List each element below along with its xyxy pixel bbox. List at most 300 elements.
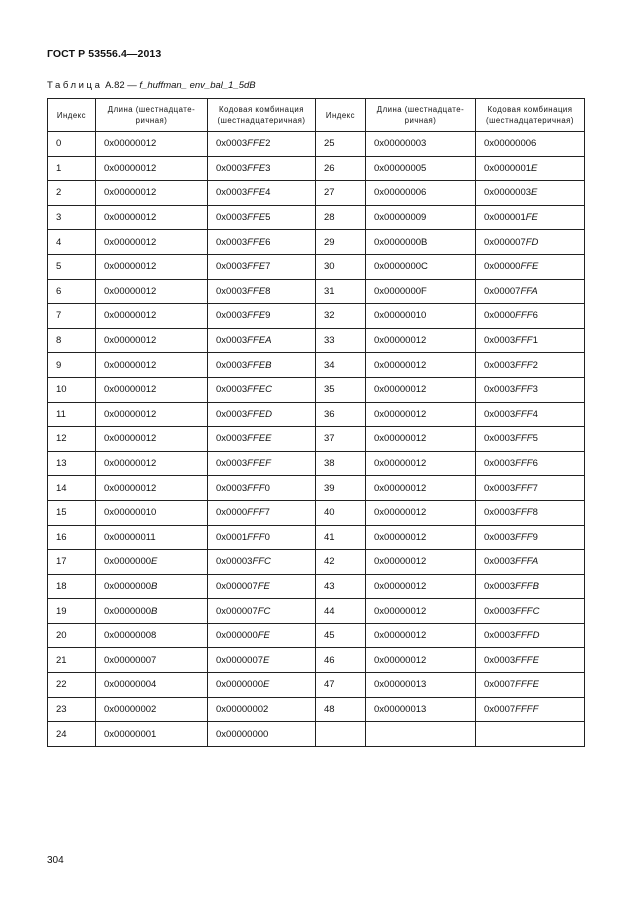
code-cell <box>208 722 316 747</box>
index-cell <box>48 279 96 304</box>
hex-part: 0x0003 <box>216 261 248 273</box>
header-code-left: Кодовая комбинация (шестнадцатеричная) <box>208 99 316 132</box>
code-cell <box>476 550 585 575</box>
code-cell <box>208 156 316 181</box>
hex-part: 0x00000012 <box>104 212 157 224</box>
code-cell <box>208 623 316 648</box>
index-cell <box>48 254 96 279</box>
hex-part: 2 <box>56 187 62 199</box>
code-cell <box>208 673 316 698</box>
hex-part: 0x00000012 <box>104 335 157 347</box>
hex-part: 3 <box>56 212 62 224</box>
hex-italic-part: FFC <box>252 556 271 568</box>
index-cell <box>48 377 96 402</box>
hex-italic-part: FFE <box>247 138 266 150</box>
index-cell <box>316 500 366 525</box>
hex-part: 0x0007 <box>484 703 516 715</box>
header-length-right: Длина (шестнадцате-ричная) <box>366 99 476 132</box>
hex-part: 16 <box>56 531 67 543</box>
hex-part: 43 <box>324 580 335 592</box>
hex-part: 0x00000012 <box>374 359 427 371</box>
header-index-left: Индекс <box>48 99 96 132</box>
hex-part: 0x00000002 <box>104 703 157 715</box>
index-cell <box>48 451 96 476</box>
hex-part: 0x00000012 <box>104 162 157 174</box>
length-cell <box>96 525 208 550</box>
header-index-right: Индекс <box>316 99 366 132</box>
hex-part: 0x0003 <box>216 433 248 445</box>
hex-italic-part: FFE <box>247 212 266 224</box>
table-row <box>48 451 585 476</box>
hex-part: 0x000007 <box>216 580 258 592</box>
hex-part: 0x00000012 <box>374 654 427 666</box>
table-row <box>48 156 585 181</box>
hex-part: 0x0003 <box>484 531 516 543</box>
document-header: ГОСТ Р 53556.4—2013 <box>47 48 162 60</box>
code-cell <box>208 697 316 722</box>
hex-italic-part: FFE <box>247 187 266 199</box>
length-cell <box>96 328 208 353</box>
hex-part: 0x00000003 <box>374 138 427 150</box>
code-cell <box>208 500 316 525</box>
hex-part: 44 <box>324 605 335 617</box>
hex-part: 21 <box>56 654 67 666</box>
index-cell <box>48 304 96 329</box>
hex-part: 0x00000005 <box>374 162 427 174</box>
hex-part: 38 <box>324 458 335 470</box>
index-cell <box>316 181 366 206</box>
hex-part: 0x0003 <box>484 335 516 347</box>
hex-part: 2 <box>265 138 271 150</box>
hex-part: 0x0000 <box>484 310 516 322</box>
hex-part: 0x000000 <box>216 630 258 642</box>
hex-part: 12 <box>56 433 67 445</box>
index-cell <box>48 648 96 673</box>
index-cell <box>316 550 366 575</box>
length-cell <box>96 623 208 648</box>
hex-part: 20 <box>56 630 67 642</box>
length-cell <box>96 132 208 157</box>
hex-part: 0x0003 <box>484 433 516 445</box>
length-cell <box>96 451 208 476</box>
table-row <box>48 377 585 402</box>
code-cell <box>476 574 585 599</box>
page-number: 304 <box>47 855 64 866</box>
length-cell <box>366 722 476 747</box>
hex-part: 11 <box>56 408 66 420</box>
table-row <box>48 254 585 279</box>
hex-part: 0x0003 <box>216 236 248 248</box>
hex-part: 4 <box>265 187 271 199</box>
length-cell <box>366 279 476 304</box>
hex-part: 0x0003 <box>216 162 248 174</box>
index-cell <box>316 304 366 329</box>
hex-part: 0x0003 <box>216 310 248 322</box>
hex-italic-part: FFEA <box>247 335 272 347</box>
hex-italic-part: FFE <box>247 285 266 297</box>
table-row <box>48 402 585 427</box>
length-cell <box>366 377 476 402</box>
length-cell <box>366 156 476 181</box>
hex-italic-part: FFE <box>247 162 266 174</box>
hex-italic-part: FE <box>257 630 270 642</box>
code-cell <box>476 451 585 476</box>
hex-italic-part: FFFF <box>515 703 539 715</box>
hex-part: 40 <box>324 507 335 519</box>
hex-italic-part: FFFA <box>515 556 539 568</box>
hex-part: 0x00000002 <box>216 703 269 715</box>
index-cell <box>316 156 366 181</box>
hex-part: 5 <box>532 433 538 445</box>
hex-part: 0x00000012 <box>374 507 427 519</box>
length-cell <box>366 476 476 501</box>
length-cell <box>96 181 208 206</box>
hex-part: 15 <box>56 507 67 519</box>
hex-italic-part: FFE <box>247 310 266 322</box>
hex-part: 0x0003 <box>484 507 516 519</box>
code-cell <box>208 230 316 255</box>
index-cell <box>48 500 96 525</box>
hex-part: 7 <box>265 261 271 273</box>
hex-italic-part: FFF <box>247 507 265 519</box>
index-cell <box>316 525 366 550</box>
length-cell <box>96 722 208 747</box>
hex-part: 0x00000007 <box>104 654 157 666</box>
hex-part: 0x00000012 <box>374 482 427 494</box>
index-cell <box>48 427 96 452</box>
index-cell <box>316 648 366 673</box>
table-row <box>48 574 585 599</box>
hex-part: 0x0001 <box>216 531 248 543</box>
hex-part: 8 <box>265 285 271 297</box>
hex-part: 7 <box>56 310 62 322</box>
hex-part: 7 <box>532 482 538 494</box>
hex-part: 0x00000004 <box>104 679 157 691</box>
header-code-right: Кодовая комбинация (шестнадцатеричная) <box>476 99 585 132</box>
hex-part: 0x0003 <box>216 138 248 150</box>
hex-part: 4 <box>56 236 62 248</box>
hex-part: 0x0000 <box>216 507 248 519</box>
length-cell <box>366 574 476 599</box>
hex-part: 0x0000000F <box>374 285 427 297</box>
hex-part: 0x00000010 <box>104 507 157 519</box>
index-cell <box>48 697 96 722</box>
hex-italic-part: FE <box>257 580 270 592</box>
code-cell <box>476 328 585 353</box>
hex-italic-part: FFF <box>515 310 533 322</box>
index-cell <box>48 402 96 427</box>
hex-part: 0x00000013 <box>374 703 427 715</box>
index-cell <box>316 599 366 624</box>
code-cell <box>476 476 585 501</box>
length-cell <box>96 304 208 329</box>
length-cell <box>366 697 476 722</box>
hex-part: 3 <box>532 384 538 396</box>
hex-part: 0x0003 <box>484 408 516 420</box>
code-cell <box>208 254 316 279</box>
length-cell <box>96 599 208 624</box>
length-cell <box>366 402 476 427</box>
hex-part: 28 <box>324 212 335 224</box>
index-cell <box>316 476 366 501</box>
hex-part: 42 <box>324 556 335 568</box>
code-cell <box>476 648 585 673</box>
hex-part: 0x00000012 <box>374 630 427 642</box>
index-cell <box>316 402 366 427</box>
hex-part: 0x0003 <box>216 359 248 371</box>
hex-italic-part: B <box>151 580 158 592</box>
index-cell <box>316 353 366 378</box>
length-cell <box>96 476 208 501</box>
length-cell <box>96 402 208 427</box>
code-cell <box>476 722 585 747</box>
hex-part: 0x00000008 <box>104 630 157 642</box>
hex-italic-part: FFF <box>515 458 533 470</box>
code-cell <box>476 599 585 624</box>
code-cell <box>476 132 585 157</box>
code-cell <box>476 353 585 378</box>
code-cell <box>476 156 585 181</box>
hex-part: 10 <box>56 384 67 396</box>
hex-part: 29 <box>324 236 335 248</box>
index-cell <box>316 279 366 304</box>
hex-part: 0x0003 <box>484 605 516 617</box>
length-cell <box>366 525 476 550</box>
code-cell <box>476 697 585 722</box>
code-cell <box>476 525 585 550</box>
length-cell <box>366 254 476 279</box>
hex-part: 37 <box>324 433 335 445</box>
table-row <box>48 550 585 575</box>
table-row <box>48 722 585 747</box>
hex-part: 0x00000012 <box>104 285 157 297</box>
hex-part: 0x00000012 <box>104 408 157 420</box>
length-cell <box>366 500 476 525</box>
hex-italic-part: FFA <box>520 285 538 297</box>
hex-part: 6 <box>265 236 271 248</box>
hex-part: 0x00000006 <box>374 187 427 199</box>
index-cell <box>48 476 96 501</box>
table-row <box>48 673 585 698</box>
hex-part: 0x00000012 <box>104 482 157 494</box>
hex-part: 0x0000000 <box>216 679 264 691</box>
hex-part: 6 <box>56 285 62 297</box>
hex-part: 0x00000010 <box>374 310 427 322</box>
code-cell <box>208 205 316 230</box>
hex-italic-part: FFFE <box>515 679 539 691</box>
caption-word: Таблица <box>47 80 103 91</box>
hex-part: 0x0003 <box>484 384 516 396</box>
hex-part: 0x0003 <box>216 458 248 470</box>
hex-part: 27 <box>324 187 335 199</box>
code-cell <box>208 574 316 599</box>
hex-part: 14 <box>56 482 67 494</box>
hex-italic-part: FFF <box>515 482 533 494</box>
table-row <box>48 697 585 722</box>
code-cell <box>208 328 316 353</box>
hex-part: 0x00000012 <box>374 580 427 592</box>
hex-italic-part: FFED <box>247 408 272 420</box>
hex-part: 0x00000012 <box>104 261 157 273</box>
hex-italic-part: FC <box>257 605 271 617</box>
index-cell <box>316 205 366 230</box>
table-row <box>48 132 585 157</box>
hex-part: 0x0000000 <box>104 556 152 568</box>
hex-part: 39 <box>324 482 335 494</box>
hex-part: 17 <box>56 556 67 568</box>
hex-part: 0x00000012 <box>374 408 427 420</box>
hex-part: 0x0003 <box>484 556 516 568</box>
hex-part: 0x0007 <box>484 679 516 691</box>
index-cell <box>316 451 366 476</box>
hex-italic-part: FFF <box>247 531 265 543</box>
length-cell <box>96 205 208 230</box>
index-cell <box>48 550 96 575</box>
code-cell <box>208 550 316 575</box>
code-cell <box>208 353 316 378</box>
code-cell <box>476 230 585 255</box>
code-cell <box>208 132 316 157</box>
index-cell <box>48 205 96 230</box>
code-cell <box>208 525 316 550</box>
hex-part: 0x0000003 <box>484 187 532 199</box>
hex-italic-part: FFEF <box>247 458 271 470</box>
hex-part: 0x00000012 <box>104 138 157 150</box>
hex-part: 0 <box>264 531 270 543</box>
length-cell <box>366 304 476 329</box>
hex-italic-part: FFEB <box>247 359 272 371</box>
hex-part: 0x00000006 <box>484 138 537 150</box>
hex-italic-part: FFF <box>515 384 533 396</box>
table-row <box>48 328 585 353</box>
hex-part: 0x0000000 <box>104 580 152 592</box>
index-cell <box>48 181 96 206</box>
hex-part: 0x00000000 <box>216 728 269 740</box>
hex-italic-part: FFFE <box>515 654 539 666</box>
index-cell <box>48 525 96 550</box>
hex-part: 4 <box>532 408 538 420</box>
table-row <box>48 279 585 304</box>
hex-part: 0x0003 <box>216 384 248 396</box>
hex-italic-part: E <box>531 187 538 199</box>
code-cell <box>208 599 316 624</box>
hex-part: 0x0000000B <box>374 236 428 248</box>
hex-part: 0x00000001 <box>104 728 157 740</box>
hex-part: 32 <box>324 310 335 322</box>
hex-part: 9 <box>56 359 62 371</box>
table-row <box>48 427 585 452</box>
hex-part: 0x00007 <box>484 285 521 297</box>
hex-part: 9 <box>265 310 271 322</box>
hex-part: 0x0003 <box>216 212 248 224</box>
hex-part: 0x00000009 <box>374 212 427 224</box>
index-cell <box>48 353 96 378</box>
hex-part: 0x00000012 <box>104 359 157 371</box>
hex-part: 0x00000012 <box>104 310 157 322</box>
hex-italic-part: E <box>531 162 538 174</box>
hex-part: 0x0000001 <box>484 162 532 174</box>
length-cell <box>366 427 476 452</box>
length-cell <box>366 599 476 624</box>
hex-part: 8 <box>56 335 62 347</box>
index-cell <box>316 427 366 452</box>
hex-part: 2 <box>532 359 538 371</box>
code-cell <box>476 304 585 329</box>
length-cell <box>96 574 208 599</box>
hex-part: 0x00000012 <box>374 556 427 568</box>
length-cell <box>366 550 476 575</box>
length-cell <box>366 132 476 157</box>
hex-part: 0x0003 <box>484 359 516 371</box>
index-cell <box>48 574 96 599</box>
hex-part: 0x00000012 <box>104 187 157 199</box>
hex-part: 0x00000012 <box>104 433 157 445</box>
hex-part: 0x0003 <box>216 482 248 494</box>
table-body <box>48 132 585 747</box>
index-cell <box>316 377 366 402</box>
table-row <box>48 353 585 378</box>
length-cell <box>366 353 476 378</box>
hex-part: 47 <box>324 679 335 691</box>
table-row <box>48 181 585 206</box>
hex-part: 0x00000012 <box>374 335 427 347</box>
hex-italic-part: B <box>151 605 158 617</box>
hex-part: 0x0003 <box>216 408 248 420</box>
length-cell <box>96 279 208 304</box>
code-cell <box>476 181 585 206</box>
hex-part: 0 <box>56 138 62 150</box>
hex-part: 48 <box>324 703 335 715</box>
table-row <box>48 500 585 525</box>
hex-part: 0x0003 <box>484 580 516 592</box>
length-cell <box>96 550 208 575</box>
hex-part: 0x0000000 <box>104 605 152 617</box>
hex-part: 0x0000000C <box>374 261 428 273</box>
hex-italic-part: FFF <box>515 531 533 543</box>
hex-italic-part: FE <box>525 212 538 224</box>
index-cell <box>316 722 366 747</box>
hex-part: 0x0003 <box>484 482 516 494</box>
hex-part: 0x0003 <box>216 285 248 297</box>
hex-part: 0x0003 <box>484 654 516 666</box>
hex-italic-part: FFF <box>247 482 265 494</box>
length-cell <box>366 451 476 476</box>
hex-part: 0x00000012 <box>104 236 157 248</box>
hex-italic-part: FD <box>525 236 539 248</box>
hex-italic-part: E <box>263 654 270 666</box>
hex-part: 0x0000007 <box>216 654 264 666</box>
hex-italic-part: FFE <box>520 261 539 273</box>
length-cell <box>96 156 208 181</box>
hex-part: 5 <box>265 212 271 224</box>
hex-italic-part: FFEE <box>247 433 272 445</box>
caption-table-name: f_huffman_ env_bal_1_5dB <box>139 80 256 91</box>
hex-part: 8 <box>532 507 538 519</box>
hex-part: 33 <box>324 335 335 347</box>
code-cell <box>476 623 585 648</box>
index-cell <box>316 623 366 648</box>
length-cell <box>96 697 208 722</box>
index-cell <box>48 132 96 157</box>
hex-part: 3 <box>265 162 271 174</box>
hex-part: 30 <box>324 261 335 273</box>
hex-part: 7 <box>264 507 270 519</box>
hex-part: 1 <box>532 335 538 347</box>
length-cell <box>366 205 476 230</box>
code-cell <box>476 427 585 452</box>
index-cell <box>316 132 366 157</box>
index-cell <box>48 328 96 353</box>
